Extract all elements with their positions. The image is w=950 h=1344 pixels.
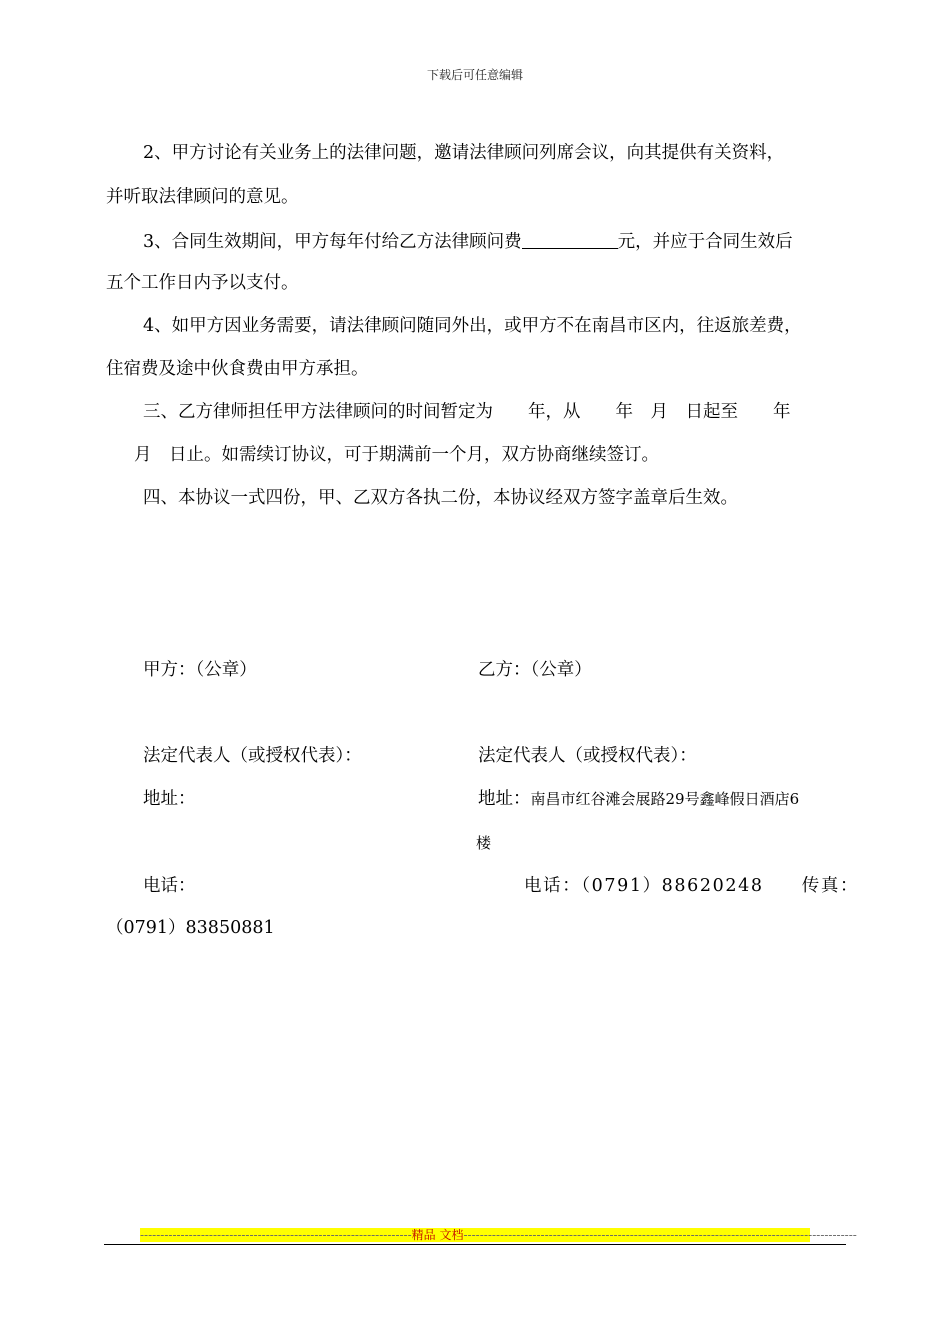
section-3-line-2: 月 日止。如需续订协议，可于期满前一个月，双方协商继续签订。: [134, 445, 659, 465]
party-b-address: [478, 791, 799, 809]
clause-3-text-b: 元，并应于合同生效后: [617, 232, 793, 252]
party-a-phone: 电话：: [143, 876, 196, 896]
footer-dashes-left: -------------------------------------------------------------------: [140, 1228, 412, 1242]
footer-label: 精品 文档: [411, 1228, 464, 1242]
party-b-fax: （0791）83850881: [106, 918, 275, 938]
party-b-representative: 法定代表人（或授权代表）：: [478, 746, 697, 766]
party-b-phone: 电话：（0791）88620248 传真：: [524, 876, 860, 896]
party-b-address-continued: 楼: [476, 834, 492, 852]
fee-blank: [522, 232, 618, 249]
party-b-address-label: 地址：: [478, 789, 531, 809]
clause-4-line-2: 住宿费及途中伙食费由甲方承担。: [106, 359, 369, 379]
party-a-address: 地址：: [143, 789, 196, 809]
clause-2-line-2: 并听取法律顾问的意见。: [106, 187, 299, 207]
party-a-label: 甲方：（公章）: [143, 660, 257, 680]
page-header: 下载后可任意编辑: [426, 68, 523, 82]
footer-banner: [140, 1228, 857, 1242]
party-a-representative: 法定代表人（或授权代表）：: [143, 746, 362, 766]
clause-3-line-2: 五个工作日内予以支付。: [106, 273, 299, 293]
clause-4-line-1: 4、如甲方因业务需要，请法律顾问随同外出，或甲方不在南昌市区内，往返旅差费，: [143, 316, 802, 336]
clause-2-line-1: 2、甲方讨论有关业务上的法律问题，邀请法律顾问列席会议，向其提供有关资料，: [143, 143, 785, 163]
clause-3-text-a: 3、合同生效期间，甲方每年付给乙方法律顾问费: [143, 232, 522, 252]
footer-divider: [104, 1244, 846, 1245]
section-4-line-1: 四、本协议一式四份，甲、乙双方各执二份，本协议经双方签字盖章后生效。: [143, 488, 738, 508]
party-b-label: 乙方：（公章）: [478, 660, 592, 680]
party-b-address-value: 南昌市红谷滩会展路29号鑫峰假日酒店6: [530, 790, 800, 808]
footer-dashes-right: -------------------------------------------------------------------------------------------------: [463, 1228, 857, 1242]
clause-3-line-1: [143, 232, 793, 252]
section-3-line-1: 三、乙方律师担任甲方法律顾问的时间暂定为 年，从 年 月 日起至 年: [143, 402, 791, 422]
